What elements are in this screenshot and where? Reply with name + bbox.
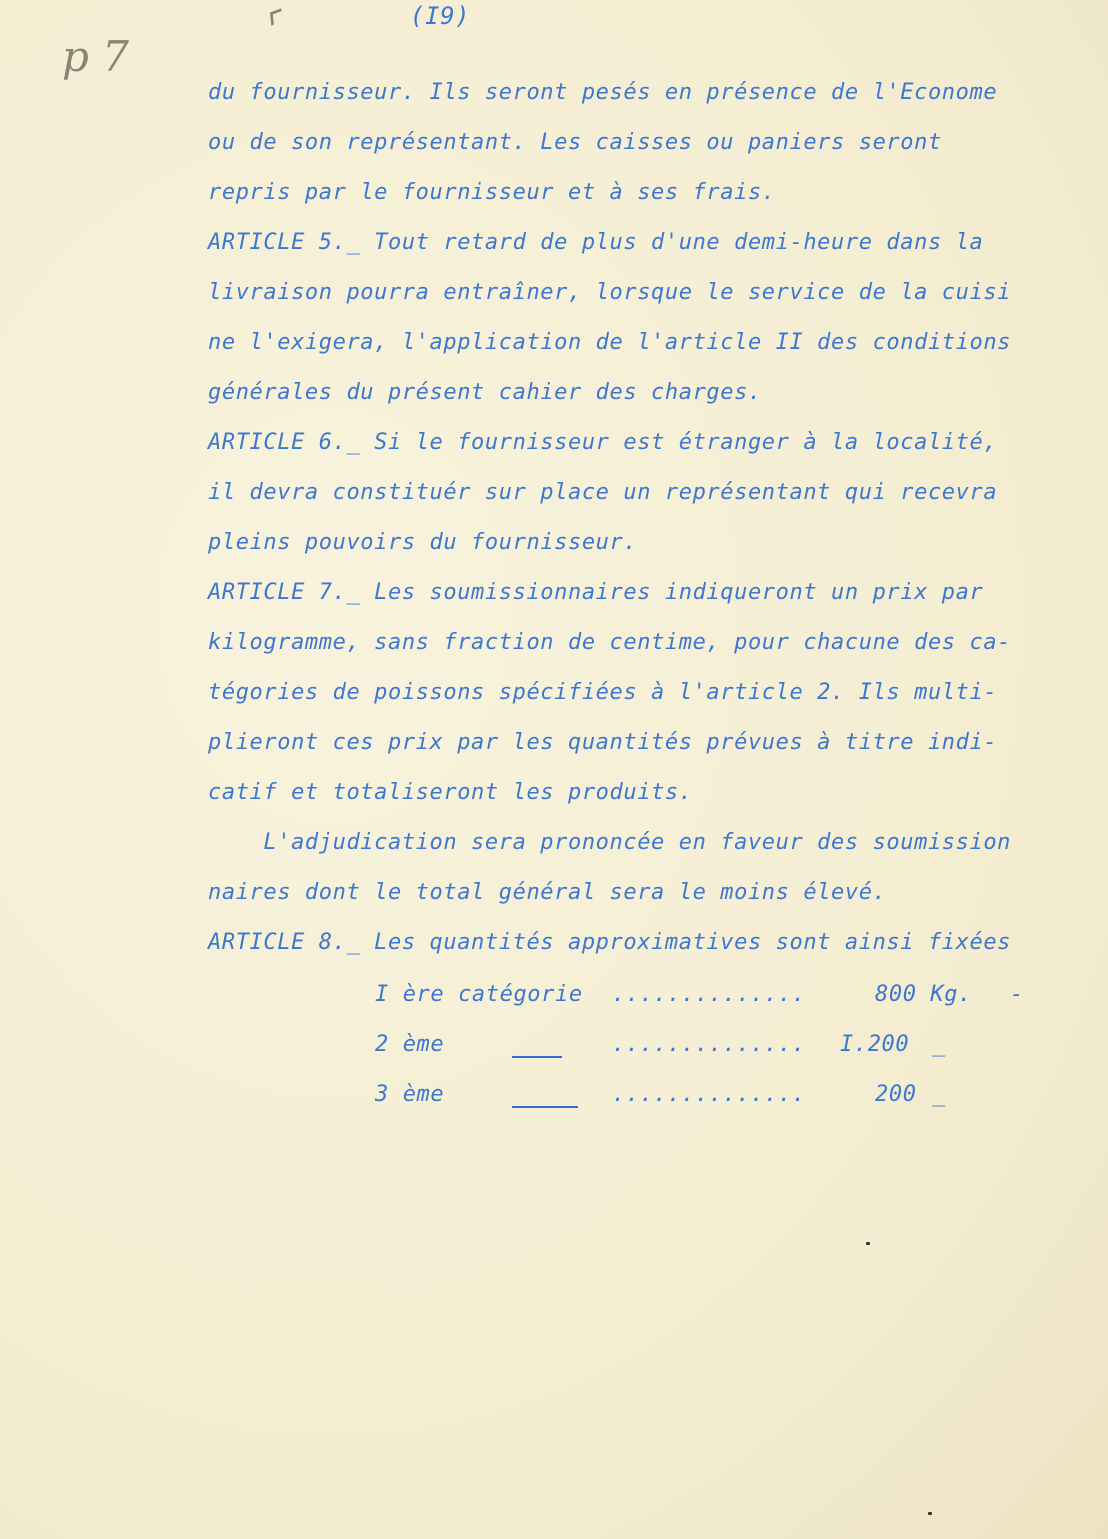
table-row-2-suffix: _ [932,1032,946,1057]
paper-speck [866,1242,870,1245]
text-line-6: ne l'exigera, l'application de l'article II des conditions [208,330,1012,355]
table-row-1-suffix: - [1010,982,1024,1007]
text-line-14: plieront ces prix par les quantités prévues à titre indi- [208,730,998,755]
table-row-2-label: 2 ème [375,1032,445,1057]
ditto-line [512,1056,562,1058]
text-line-12: kilogramme, sans fraction de centime, pour chacune des ca- [208,630,1012,655]
table-row-3-value: 200 [875,1082,917,1107]
text-line-9: il devra constituér sur place un représentant qui recevra [208,480,998,505]
text-line-2: ou de son représentant. Les caisses ou paniers seront [208,130,942,155]
text-line-5: livraison pourra entraîner, lorsque le service de la cuisi [208,280,1012,305]
text-line-17: naires dont le total général sera le moins élevé. [208,880,887,905]
text-line-15: catif et totaliseront les produits. [208,780,693,805]
table-row-1-value: 800 Kg. [875,982,972,1007]
text-line-3: repris par le fournisseur et à ses frais. [208,180,776,205]
text-line-1: du fournisseur. Ils seront pesés en présence de l'Econome [208,80,998,105]
text-line-10: pleins pouvoirs du fournisseur. [208,530,638,555]
text-line-18: ARTICLE 8._ Les quantités approximatives sont ainsi fixées [208,930,1012,955]
paper-speck [928,1512,932,1515]
table-row-2-value: I.200 [840,1032,910,1057]
text-line-16: L'adjudication sera prononcée en faveur des soumission [208,830,1012,855]
text-line-13: tégories de poissons spécifiées à l'article 2. Ils multi- [208,680,998,705]
ditto-line [512,1106,578,1108]
table-row-3-dots: .............. [612,1082,806,1107]
text-line-8: ARTICLE 6._ Si le fournisseur est étranger à la localité, [208,430,998,455]
text-line-7: générales du présent cahier des charges. [208,380,762,405]
text-line-11: ARTICLE 7._ Les soumissionnaires indiqueront un prix par [208,580,984,605]
table-row-3-label: 3 ème [375,1082,445,1107]
table-row-3-suffix: _ [932,1082,946,1107]
corner-mark: ⌜ [258,4,290,52]
table-row-1-dots: .............. [612,982,806,1007]
margin-note: p 7 [62,32,129,81]
text-line-4: ARTICLE 5._ Tout retard de plus d'une demi-heure dans la [208,230,984,255]
page-number: (I9) [410,2,471,30]
table-row-2-dots: .............. [612,1032,806,1057]
table-row-1-label: I ère catégorie [375,982,583,1007]
